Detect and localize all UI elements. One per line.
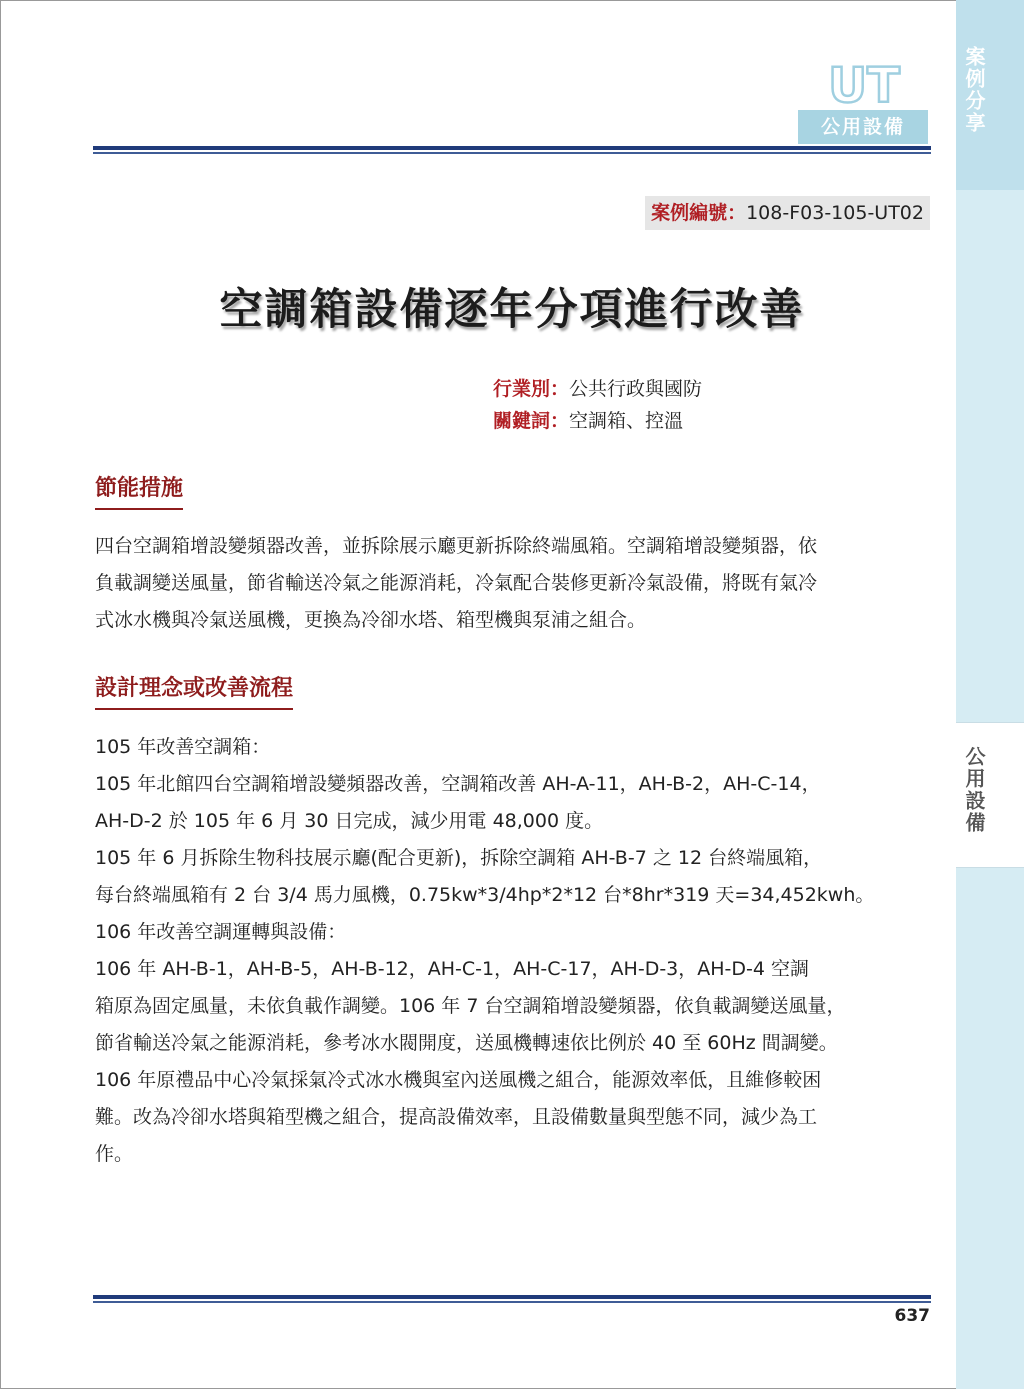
industry-value: 公共行政與國防	[569, 378, 703, 400]
paragraph-line: 105 年改善空調箱：	[95, 736, 271, 758]
footer-rule	[93, 1295, 931, 1303]
industry-label: 行業別：	[493, 378, 570, 400]
paragraph-line: AH-D-2 於 105 年 6 月 30 日完成，減少用電 48,000 度。	[95, 810, 604, 832]
paragraph-line: 105 年 6 月拆除生物科技展示廳(配合更新)，拆除空調箱 AH-B-7 之 12 台終端風箱，	[95, 847, 823, 869]
section-heading-energy-measures: 節能措施	[95, 474, 183, 510]
keywords-line	[493, 406, 683, 436]
paragraph-line: 每台終端風箱有 2 台 3/4 馬力風機，0.75kw*3/4hp*2*12 台*8hr*319 天=34,452kwh。	[95, 884, 875, 906]
case-id	[645, 196, 930, 230]
side-tab-utilities-label: 公用設備	[962, 746, 986, 834]
section-heading-design-process: 設計理念或改善流程	[95, 674, 293, 710]
paragraph-line: 難。改為冷卻水塔與箱型機之組合，提高設備效率，且設備數量與型態不同，減少為工	[95, 1106, 818, 1128]
case-id-label: 案例編號：	[651, 202, 747, 224]
section-badge: 公用設備	[798, 110, 928, 144]
ut-logo	[803, 60, 925, 110]
paragraph-line: 106 年改善空調運轉與設備：	[95, 921, 347, 943]
side-tab-case-sharing-label: 案例分享	[962, 46, 986, 134]
paragraph-line: 105 年北館四台空調箱增設變頻器改善，空調箱改善 AH-A-11，AH-B-2，AH-C-14，	[95, 773, 821, 795]
paragraph-line: 106 年 AH-B-1，AH-B-5，AH-B-12，AH-C-1，AH-C-17，AH-D-3，AH-D-4 空調	[95, 958, 810, 980]
keywords-label: 關鍵詞：	[493, 410, 570, 432]
paragraph-line: 節省輸送冷氣之能源消耗，參考冰水閥開度，送風機轉速依比例於 40 至 60Hz 間調變。	[95, 1032, 838, 1054]
page-number: 637	[894, 1306, 930, 1326]
paragraph-line: 箱原為固定風量，未依負載作調變。106 年 7 台空調箱增設變頻器，依負載調變送風量，	[95, 995, 846, 1017]
page-title: 空調箱設備逐年分項進行改善	[219, 285, 805, 335]
paragraph-line: 四台空調箱增設變頻器改善，並拆除展示廳更新拆除終端風箱。空調箱增設變頻器，依	[95, 535, 818, 557]
ut-logo-text: UT	[828, 60, 900, 110]
keywords-value: 空調箱、控溫	[569, 410, 684, 432]
industry-line	[493, 374, 702, 404]
paragraph-line: 負載調變送風量，節省輸送冷氣之能源消耗，冷氣配合裝修更新冷氣設備，將既有氣冷	[95, 572, 818, 594]
side-tab-strip	[956, 0, 1024, 1389]
header-rule	[93, 146, 931, 154]
design-process-paragraph	[95, 729, 931, 1173]
paragraph-line: 106 年原禮品中心冷氣採氣冷式冰水機與室內送風機之組合，能源效率低，且維修較困	[95, 1069, 822, 1091]
paragraph-line: 作。	[95, 1143, 134, 1165]
paragraph-line: 式冰水機與冷氣送風機，更換為冷卻水塔、箱型機與泵浦之組合。	[95, 609, 647, 631]
case-id-value: 108-F03-105-UT02	[746, 202, 924, 224]
energy-measures-paragraph	[95, 528, 931, 639]
